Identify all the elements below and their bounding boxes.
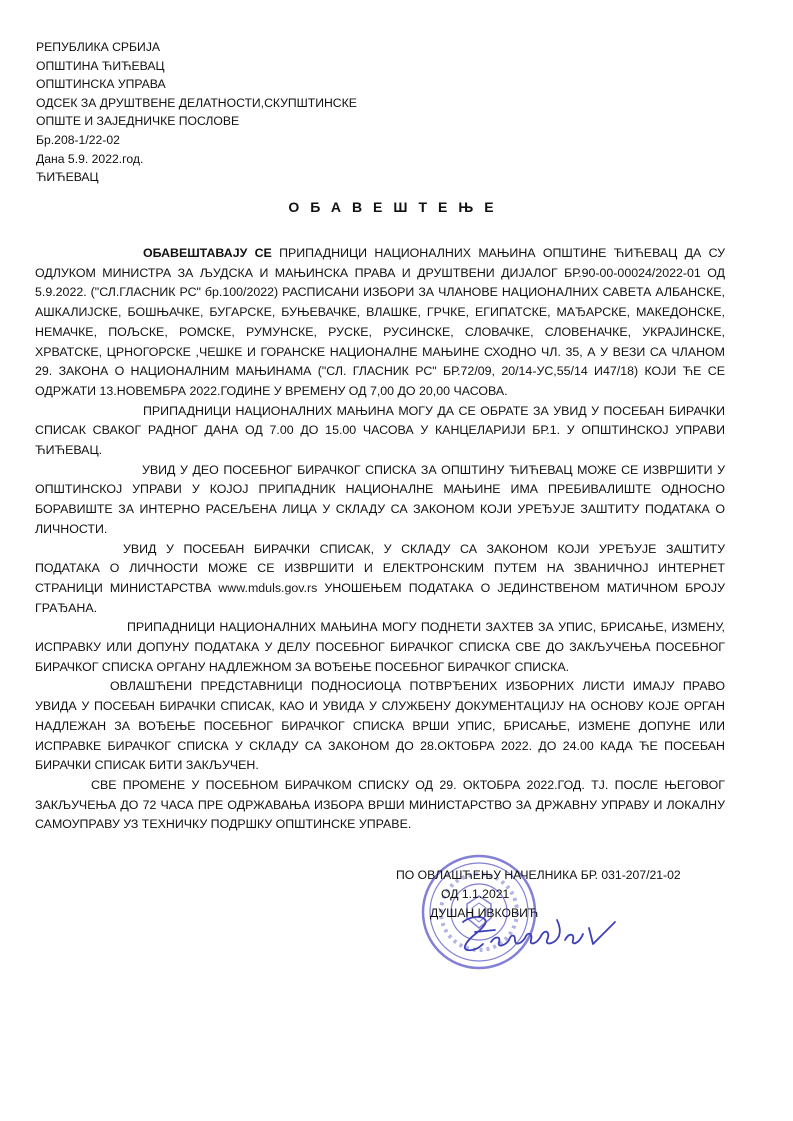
header-place: ЋИЋЕВАЦ [36,170,99,185]
header-department: ОДСЕК ЗА ДРУШТВЕНЕ ДЕЛАТНОСТИ,СКУПШТИНСКЕ [36,95,357,110]
paragraph-1-text: ПРИПАДНИЦИ НАЦИОНАЛНИХ МАЊИНА ОПШТИНЕ ЋИЋЕВАЦ ДА СУ ОДЛУКОМ МИНИСТРА ЗА ЉУДСКА И МАЊИНСКА ПРАВА И ДРУШТВЕНИ ДИЈАЛОГ БР.90-00-00024/2022-01 ОД 5.9.2022. ("СЛ.ГЛАСНИК РС" бр.100/2022) РАСПИСАНИ ИЗБОРИ ЗА ЧЛАНОВЕ НАЦИОНАЛНИХ САВЕТА АЛБАНСКЕ, АШКАЛИЈСКЕ, БОШЊАЧКЕ, БУГАРСКЕ, БУЊЕВАЧКЕ, ВЛАШКЕ, ГРЧКЕ, ЕГИПАТСКЕ, МАЂАРСКЕ, МАКЕДОНСКЕ, НЕМАЧКЕ, ПОЉСКЕ, РОМСКЕ, РУМУНСКЕ, РУСКЕ, РУСИНСКЕ, СЛОВАЧКЕ, СЛОВЕНАЧКЕ, УКРАЈИНСКЕ, ХРВАТСКЕ, ЦРНОГОРСКЕ ,ЧЕШКЕ И ГОРАНСКЕ НАЦИОНАЛНЕ МАЊИНЕ СХОДНО ЧЛ. 35, А У ВЕЗИ СА ЧЛАНОМ 29. ЗАКОНА О НАЦИОНАЛНИМ МАЊИНАМА ("СЛ. ГЛАСНИК РС" БР.72/09, 20/14-УС,55/14 И47/18) КОЈИ ЋЕ СЕ ОДРЖАТИ 13.НОВЕМБРА 2022.ГОДИНЕ У ВРЕМЕНУ ОД 7,00 ДО 20,00 ЧАСОВА. [35,246,726,398]
authorization-line: ПО ОВЛАШЋЕЊУ НАЧЕЛНИКА БР. 031-207/21-02 [396,868,681,882]
header-country: РЕПУБЛИКА СРБИЈА [36,40,161,54]
ministry-website-link[interactable]: www.mduls.gov.rs [218,580,318,595]
paragraph-4-text: УВИД У ПОСЕБАН БИРАЧКИ СПИСАК, У СКЛАДУ СА ЗАКОНОМ КОЈИ УРЕЂУЈЕ ЗАШТИТУ ПОДАТАКА О ЛИЧНОСТИ МОЖЕ СЕ ИЗВРШИТИ И ЕЛЕКТРОНСКИМ ПУТЕМ НА ЗВАНИЧНОЈ ИНТЕРНЕТ СТРАНИЦИ МИНИСТАРСТВА [35,541,725,595]
header-municipality: ОПШТИНА ЋИЋЕВАЦ [36,58,165,73]
header-date: Дана 5.9. 2022.год. [36,151,144,166]
paragraph-3: УВИД У ДЕО ПОСЕБНОГ БИРАЧКОГ СПИСКА ЗА ОПШТИНУ ЋИЋЕВАЦ МОЖЕ СЕ ИЗВРШИТИ У ОПШТИНСКОЈ УПРАВИ У КОЈОЈ ПРИПАДНИК НАЦИОНАЛНЕ МАЊИНЕ ИМА ПРЕБИВАЛИШТЕ ОДНОСНО БОРАВИШТЕ ЗА ИНТЕРНО РАСЕЉЕНА ЛИЦА У СКЛАДУ СА ЗАКОНОМ КОЈИ УРЕЂУЈЕ ЗАШТИТУ ПОДАТАКА О ЛИЧНОСТИ. [35,462,725,536]
header-administration: ОПШТИНСКА УПРАВА [36,77,166,92]
paragraph-4 [35,540,725,619]
document-title: ОБАВЕШТЕЊЕ [288,199,505,215]
signatory-name: ДУШАН ИВКОВИЋ [430,906,539,920]
header-reference-number: Бр.208-1/22-02 [36,132,120,147]
signature-block [394,866,724,923]
header-department-cont: ОПШТЕ И ЗАЈЕДНИЧКЕ ПОСЛОВЕ [36,114,240,129]
document-body [35,244,725,835]
paragraph-1 [35,244,725,402]
document-header [36,38,357,187]
paragraph-2: ПРИПАДНИЦИ НАЦИОНАЛНИХ МАЊИНА МОГУ ДА СЕ ОБРАТЕ ЗА УВИД У ПОСЕБАН БИРАЧКИ СПИСАК СВАКОГ РАДНОГ ДАНА ОД 7.00 ДО 15.00 ЧАСОВА У КАНЦЕЛАРИЈИ БР.1. У ОПШТИНСКОЈ УПРАВИ ЋИЋЕВАЦ. [35,403,725,458]
paragraph-7: СВЕ ПРОМЕНЕ У ПОСЕБНОМ БИРАЧКОМ СПИСКУ ОД 29. ОКТОБРА 2022.ГОД. ТЈ. ПОСЛЕ ЊЕГОВОГ ЗАКЉУЧЕЊА ДО 72 ЧАСА ПРЕ ОДРЖАВАЊА ИЗБОРА ВРШИ МИНИСТАРСТВО ЗА ДРЖАВНУ УПРАВУ И ЛОКАЛНУ САМОУПРАВУ УЗ ТЕХНИЧКУ ПОДРШКУ ОПШТИНСКЕ УПРАВЕ. [35,777,725,832]
paragraph-4-text-end: УНОШЕЊЕМ ПОДАТАКА О ЈЕДИНСТВЕНОМ МАТИЧНОМ БРОЈУ ГРАЂАНА. [35,580,725,615]
paragraph-6: ОВЛАШЋЕНИ ПРЕДСТАВНИЦИ ПОДНОСИОЦА ПОТВРЂЕНИХ ИЗБОРНИХ ЛИСТИ ИМАЈУ ПРАВО УВИДА У ПОСЕБАН БИРАЧКИ СПИСАК, КАО И УВИДА У СЛУЖБЕНУ ДОКУМЕНТАЦИЈУ НА ОСНОВУ КОЈЕ ОРГАН НАДЛЕЖАН ЗА ВОЂЕЊЕ ПОСЕБНОГ БИРАЧКОГ СПИСКА ВРШИ УПИС, БРИСАЊЕ, ИЗМЕНЕ ДОПУНЕ ИЛИ ИСПРАВКЕ БИРАЧКОГ СПИСКА У СКЛАДУ СА ЗАКОНОМ ДО 28.ОКТОБРА 2022. ДО 24.00 КАДА ЋЕ ПОСЕБАН БИРАЧКИ СПИСАК БИТИ ЗАКЉУЧЕН. [35,679,725,773]
paragraph-1-lead: ОБАВЕШТАВАЈУ СЕ [143,246,272,260]
paragraph-5: ПРИПАДНИЦИ НАЦИОНАЛНИХ МАЊИНА МОГУ ПОДНЕТИ ЗАХТЕВ ЗА УПИС, БРИСАЊЕ, ИЗМЕНУ, ИСПРАВКУ ИЛИ ДОПУНУ ПОДАТАКА У ДЕЛУ ПОСЕБНОГ БИРАЧКОГ СПИСКА СВЕ ДО ЗАКЉУЧЕЊА ПОСЕБНОГ БИРАЧКОГ СПИСКА ОРГАНУ НАДЛЕЖНОМ ЗА ВОЂЕЊЕ ПОСЕБНОГ БИРАЧКОГ СПИСКА. [35,620,725,674]
authorization-date: ОД 1.1.2021 [441,887,510,901]
